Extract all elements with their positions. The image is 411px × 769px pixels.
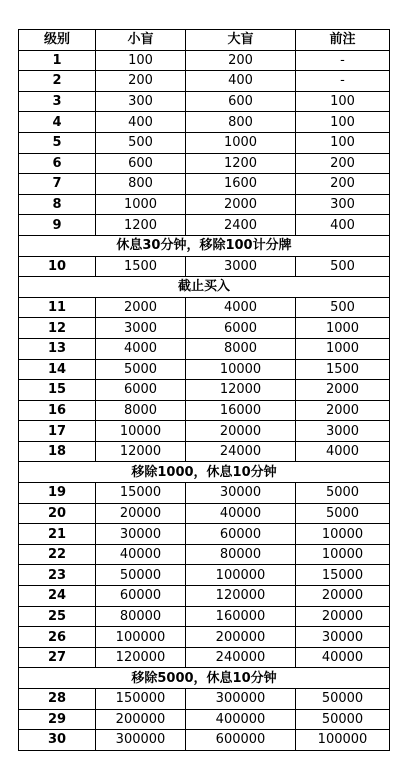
ante-cell: 100 (296, 112, 390, 133)
small-blind-cell: 300 (96, 91, 186, 112)
ante-cell: 5000 (296, 483, 390, 504)
small-blind-cell: 8000 (96, 400, 186, 421)
big-blind-cell: 1000 (186, 132, 296, 153)
table-row (19, 627, 390, 648)
big-blind-cell: 12000 (186, 380, 296, 401)
table-body (19, 50, 390, 750)
note-text: 休息30分钟，移除100计分牌 (19, 235, 390, 256)
table-row (19, 112, 390, 133)
big-blind-cell: 2000 (186, 194, 296, 215)
level-cell: 9 (19, 215, 96, 236)
level-cell: 14 (19, 359, 96, 380)
ante-cell: 300 (296, 194, 390, 215)
table-row (19, 400, 390, 421)
big-blind-cell: 16000 (186, 400, 296, 421)
big-blind-cell: 100000 (186, 565, 296, 586)
header-small-blind: 小盲 (96, 30, 186, 51)
small-blind-cell: 80000 (96, 606, 186, 627)
small-blind-cell: 1000 (96, 194, 186, 215)
small-blind-cell: 150000 (96, 689, 186, 710)
small-blind-cell: 30000 (96, 524, 186, 545)
level-cell: 1 (19, 50, 96, 71)
ante-cell: 4000 (296, 441, 390, 462)
big-blind-cell: 2400 (186, 215, 296, 236)
header-big-blind: 大盲 (186, 30, 296, 51)
big-blind-cell: 1600 (186, 174, 296, 195)
table-row (19, 132, 390, 153)
ante-cell: 10000 (296, 544, 390, 565)
small-blind-cell: 100 (96, 50, 186, 71)
ante-cell: 200 (296, 153, 390, 174)
big-blind-cell: 24000 (186, 441, 296, 462)
table-header-row (19, 30, 390, 51)
small-blind-cell: 1200 (96, 215, 186, 236)
level-cell: 16 (19, 400, 96, 421)
big-blind-cell: 4000 (186, 297, 296, 318)
level-cell: 13 (19, 338, 96, 359)
level-cell: 30 (19, 730, 96, 751)
small-blind-cell: 20000 (96, 503, 186, 524)
level-cell: 6 (19, 153, 96, 174)
ante-cell: 200 (296, 174, 390, 195)
note-text: 移除5000，休息10分钟 (19, 668, 390, 689)
ante-cell: - (296, 71, 390, 92)
ante-cell: 100 (296, 91, 390, 112)
level-cell: 2 (19, 71, 96, 92)
table-row (19, 586, 390, 607)
level-cell: 10 (19, 256, 96, 277)
small-blind-cell: 200000 (96, 709, 186, 730)
big-blind-cell: 8000 (186, 338, 296, 359)
header-ante: 前注 (296, 30, 390, 51)
table-row (19, 256, 390, 277)
level-cell: 5 (19, 132, 96, 153)
big-blind-cell: 20000 (186, 421, 296, 442)
level-cell: 24 (19, 586, 96, 607)
ante-cell: 20000 (296, 606, 390, 627)
ante-cell: 500 (296, 256, 390, 277)
big-blind-cell: 200000 (186, 627, 296, 648)
level-cell: 23 (19, 565, 96, 586)
big-blind-cell: 80000 (186, 544, 296, 565)
small-blind-cell: 10000 (96, 421, 186, 442)
ante-cell: 30000 (296, 627, 390, 648)
level-cell: 29 (19, 709, 96, 730)
small-blind-cell: 800 (96, 174, 186, 195)
ante-cell: 2000 (296, 380, 390, 401)
small-blind-cell: 6000 (96, 380, 186, 401)
level-cell: 11 (19, 297, 96, 318)
level-cell: 8 (19, 194, 96, 215)
table-row (19, 606, 390, 627)
table-note-row (19, 462, 390, 483)
level-cell: 25 (19, 606, 96, 627)
ante-cell: 5000 (296, 503, 390, 524)
small-blind-cell: 12000 (96, 441, 186, 462)
table-row (19, 71, 390, 92)
blind-structure-document (18, 29, 390, 751)
ante-cell: 20000 (296, 586, 390, 607)
big-blind-cell: 10000 (186, 359, 296, 380)
ante-cell: 50000 (296, 709, 390, 730)
ante-cell: 15000 (296, 565, 390, 586)
table-note-row (19, 668, 390, 689)
ante-cell: 3000 (296, 421, 390, 442)
level-cell: 4 (19, 112, 96, 133)
small-blind-cell: 200 (96, 71, 186, 92)
table-note-row (19, 277, 390, 298)
level-cell: 21 (19, 524, 96, 545)
table-row (19, 380, 390, 401)
ante-cell: 10000 (296, 524, 390, 545)
big-blind-cell: 30000 (186, 483, 296, 504)
table-row (19, 174, 390, 195)
small-blind-cell: 1500 (96, 256, 186, 277)
ante-cell: 1000 (296, 338, 390, 359)
small-blind-cell: 600 (96, 153, 186, 174)
table-row (19, 544, 390, 565)
level-cell: 26 (19, 627, 96, 648)
table-note-row (19, 235, 390, 256)
small-blind-cell: 500 (96, 132, 186, 153)
table-row (19, 524, 390, 545)
small-blind-cell: 15000 (96, 483, 186, 504)
table-row (19, 483, 390, 504)
table-row (19, 194, 390, 215)
ante-cell: 50000 (296, 689, 390, 710)
small-blind-cell: 4000 (96, 338, 186, 359)
table-row (19, 421, 390, 442)
ante-cell: 100 (296, 132, 390, 153)
ante-cell: 1500 (296, 359, 390, 380)
table-row (19, 565, 390, 586)
table-row (19, 297, 390, 318)
note-text: 截止买入 (19, 277, 390, 298)
small-blind-cell: 100000 (96, 627, 186, 648)
small-blind-cell: 60000 (96, 586, 186, 607)
big-blind-cell: 3000 (186, 256, 296, 277)
level-cell: 19 (19, 483, 96, 504)
ante-cell: 2000 (296, 400, 390, 421)
blind-structure-table (18, 29, 390, 751)
big-blind-cell: 120000 (186, 586, 296, 607)
big-blind-cell: 1200 (186, 153, 296, 174)
small-blind-cell: 50000 (96, 565, 186, 586)
ante-cell: 500 (296, 297, 390, 318)
table-row (19, 689, 390, 710)
small-blind-cell: 40000 (96, 544, 186, 565)
big-blind-cell: 400000 (186, 709, 296, 730)
table-row (19, 647, 390, 668)
table-row (19, 709, 390, 730)
big-blind-cell: 800 (186, 112, 296, 133)
small-blind-cell: 400 (96, 112, 186, 133)
level-cell: 17 (19, 421, 96, 442)
small-blind-cell: 300000 (96, 730, 186, 751)
ante-cell: 1000 (296, 318, 390, 339)
small-blind-cell: 5000 (96, 359, 186, 380)
big-blind-cell: 60000 (186, 524, 296, 545)
ante-cell: - (296, 50, 390, 71)
ante-cell: 400 (296, 215, 390, 236)
big-blind-cell: 240000 (186, 647, 296, 668)
ante-cell: 40000 (296, 647, 390, 668)
small-blind-cell: 2000 (96, 297, 186, 318)
level-cell: 22 (19, 544, 96, 565)
level-cell: 28 (19, 689, 96, 710)
table-row (19, 50, 390, 71)
small-blind-cell: 120000 (96, 647, 186, 668)
level-cell: 7 (19, 174, 96, 195)
table-row (19, 359, 390, 380)
table-row (19, 730, 390, 751)
level-cell: 20 (19, 503, 96, 524)
big-blind-cell: 6000 (186, 318, 296, 339)
big-blind-cell: 600000 (186, 730, 296, 751)
big-blind-cell: 400 (186, 71, 296, 92)
small-blind-cell: 3000 (96, 318, 186, 339)
table-row (19, 215, 390, 236)
table-row (19, 441, 390, 462)
table-row (19, 153, 390, 174)
level-cell: 27 (19, 647, 96, 668)
table-row (19, 338, 390, 359)
big-blind-cell: 40000 (186, 503, 296, 524)
note-text: 移除1000，休息10分钟 (19, 462, 390, 483)
big-blind-cell: 300000 (186, 689, 296, 710)
table-row (19, 318, 390, 339)
big-blind-cell: 160000 (186, 606, 296, 627)
header-level: 级别 (19, 30, 96, 51)
ante-cell: 100000 (296, 730, 390, 751)
level-cell: 18 (19, 441, 96, 462)
big-blind-cell: 200 (186, 50, 296, 71)
level-cell: 15 (19, 380, 96, 401)
table-row (19, 503, 390, 524)
table-row (19, 91, 390, 112)
big-blind-cell: 600 (186, 91, 296, 112)
level-cell: 12 (19, 318, 96, 339)
level-cell: 3 (19, 91, 96, 112)
